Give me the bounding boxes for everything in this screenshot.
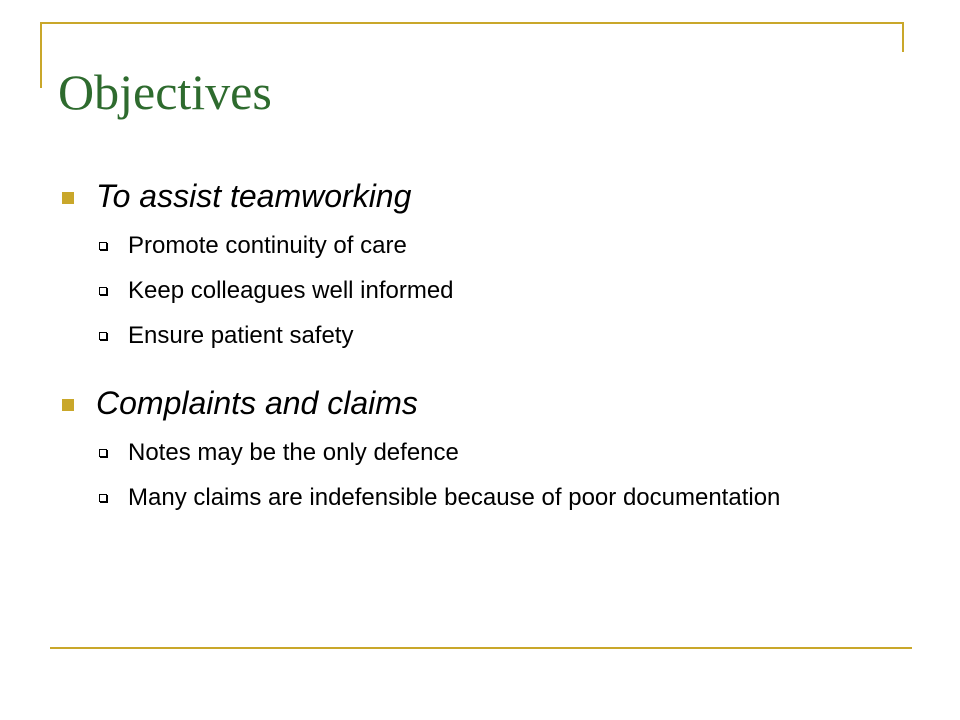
frame-right-rule [902,22,904,52]
list-item-text: Keep colleagues well informed [128,277,454,304]
list-item-text: Many claims are indefensible because of poor documentation [128,484,781,511]
frame-bottom-rule [50,647,912,649]
section-heading-text: To assist teamworking [96,178,412,214]
section-heading [58,379,878,427]
section-complaints [58,379,878,511]
frame-top-rule [40,22,904,24]
square-bullet-icon [62,399,74,411]
section-heading-text: Complaints and claims [96,385,418,421]
hollow-square-bullet-icon [99,449,107,457]
section-teamworking [58,172,878,349]
list-item [58,484,878,511]
section-heading [58,172,878,220]
hollow-square-bullet-icon [99,242,107,250]
list-item [58,232,878,259]
list-item [58,322,878,349]
list-item [58,277,878,304]
hollow-square-bullet-icon [99,287,107,295]
list-item-text: Ensure patient safety [128,322,354,349]
list-item-text: Promote continuity of care [128,232,407,259]
slide-title: Objectives [58,64,272,120]
list-item [58,439,878,466]
hollow-square-bullet-icon [99,332,107,340]
hollow-square-bullet-icon [99,494,107,502]
frame-left-rule [40,22,42,88]
list-item-text: Notes may be the only defence [128,439,459,466]
square-bullet-icon [62,192,74,204]
slide-body [58,172,878,511]
